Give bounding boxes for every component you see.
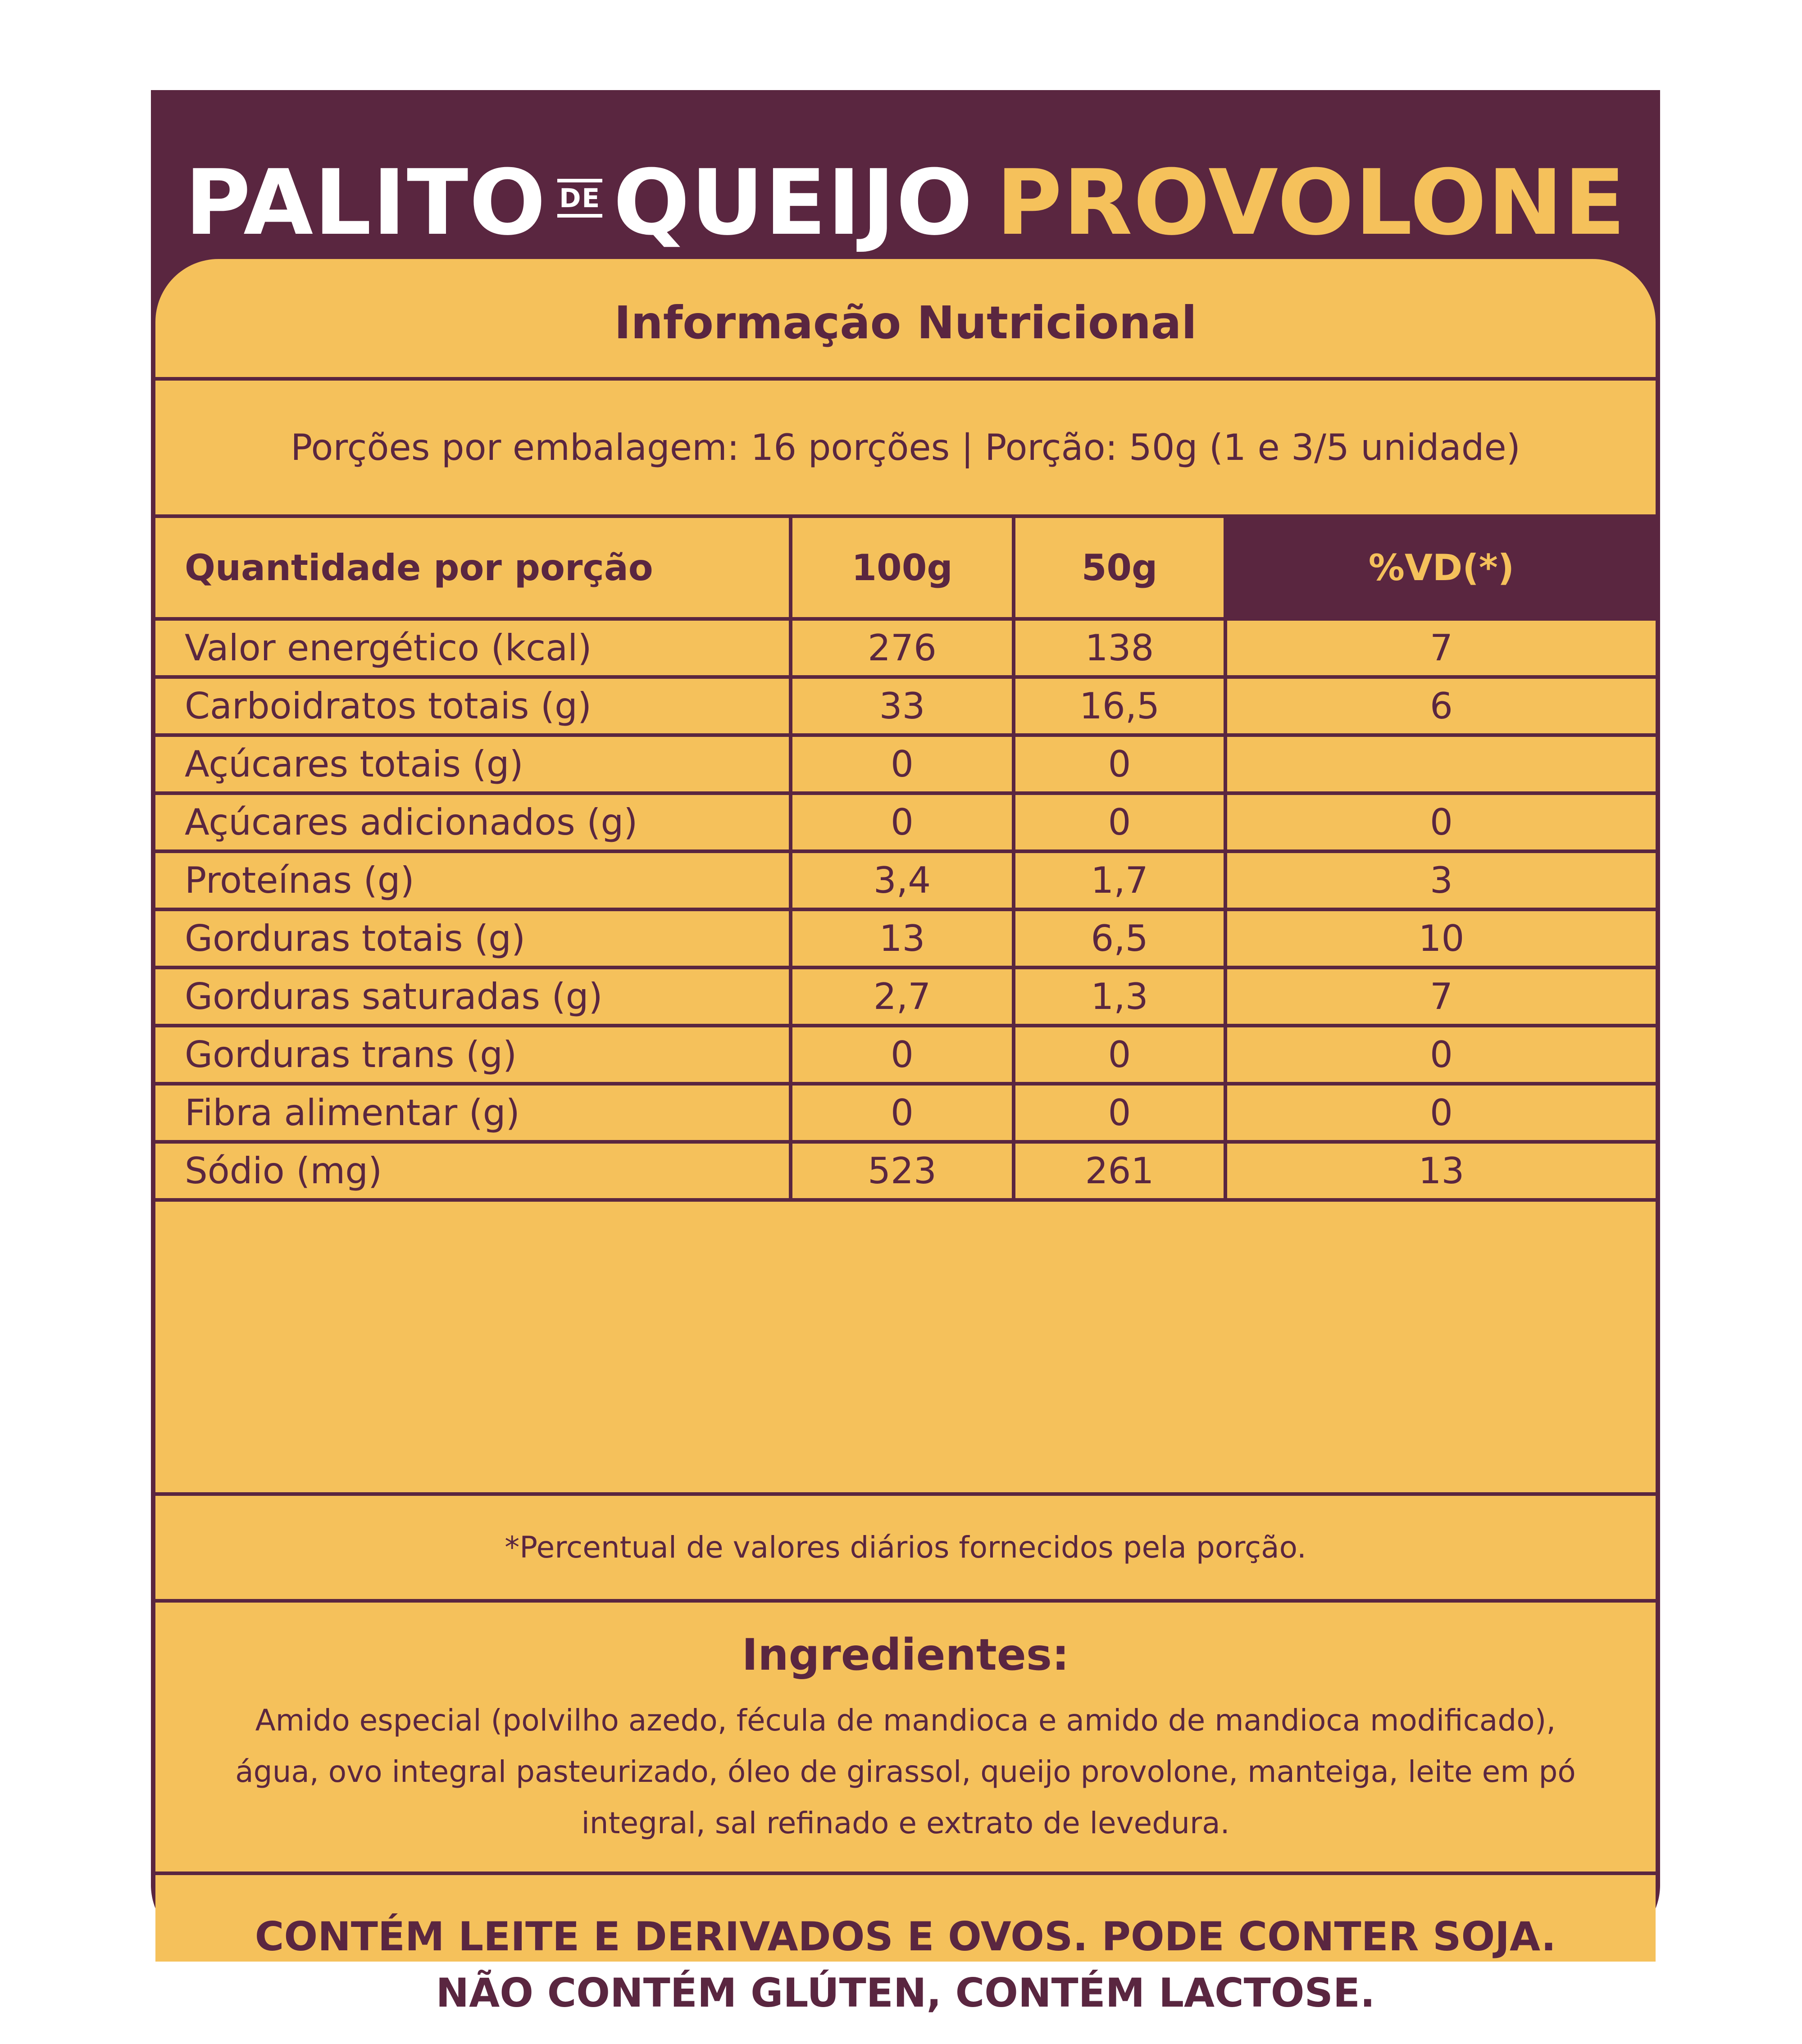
value-50g: 0 [1014,1026,1225,1084]
header-100g: 100g [791,518,1014,619]
product-title [151,149,1660,257]
portion-text: Porções por embalagem: 16 porções | Porção: 50g (1 e 3/5 unidade) [291,427,1520,468]
title-provolone: PROVOLONE [996,150,1626,255]
value-vd: 7 [1225,967,1656,1026]
allergen-section [155,1875,1656,2044]
value-100g: 33 [791,677,1014,735]
table-header-row [155,518,1656,619]
value-50g: 1,3 [1014,967,1225,1026]
value-100g: 0 [791,1084,1014,1142]
nutrition-table [155,518,1656,1202]
value-vd: 0 [1225,793,1656,851]
table-row [155,851,1656,909]
nutrition-panel [155,259,1656,2016]
nutrient-name: Carboidratos totais (g) [155,677,791,735]
table-row [155,677,1656,735]
panel-title-row [155,259,1656,381]
nutrient-name: Gorduras trans (g) [155,1026,791,1084]
nutrient-name: Valor energético (kcal) [155,619,791,677]
value-vd: 0 [1225,1026,1656,1084]
value-50g: 16,5 [1014,677,1225,735]
ingredients-text: Amido especial (polvilho azedo, fécula de mandioca e amido de mandioca modificado), água, ovo integral pasteurizado, óleo de girassol, queijo provolone, manteiga, leite em pó integral, sal refinado e extrato de levedura. [235,1703,1576,1840]
nutrient-name: Sódio (mg) [155,1142,791,1200]
table-row [155,735,1656,793]
value-100g: 523 [791,1142,1014,1200]
portion-row [155,381,1656,518]
value-50g: 261 [1014,1142,1225,1200]
value-50g: 6,5 [1014,909,1225,967]
value-vd [1225,735,1656,793]
value-100g: 3,4 [791,851,1014,909]
value-100g: 0 [791,793,1014,851]
nutrient-name: Gorduras totais (g) [155,909,791,967]
value-vd: 13 [1225,1142,1656,1200]
table-row [155,967,1656,1026]
value-100g: 2,7 [791,967,1014,1026]
allergen-line-1: CONTÉM LEITE E DERIVADOS E OVOS. PODE CONTER SOJA. [255,1913,1556,1960]
table-row [155,1026,1656,1084]
allergen-line-2: NÃO CONTÉM GLÚTEN, CONTÉM LACTOSE. [436,1970,1375,2016]
nutrient-name: Gorduras saturadas (g) [155,967,791,1026]
value-100g: 0 [791,1026,1014,1084]
value-50g: 0 [1014,735,1225,793]
value-50g: 138 [1014,619,1225,677]
value-100g: 0 [791,735,1014,793]
value-vd: 10 [1225,909,1656,967]
table-row [155,1142,1656,1200]
title-palito: PALITO [185,150,547,255]
value-vd: 0 [1225,1084,1656,1142]
title-queijo: QUEIJO [613,150,974,255]
value-vd: 7 [1225,619,1656,677]
ingredients-section [155,1603,1656,1875]
value-50g: 1,7 [1014,851,1225,909]
value-100g: 276 [791,619,1014,677]
value-vd: 6 [1225,677,1656,735]
table-row [155,619,1656,677]
nutrient-name: Fibra alimentar (g) [155,1084,791,1142]
value-50g: 0 [1014,1084,1225,1142]
table-row [155,793,1656,851]
nutrition-label-card [151,90,1660,2016]
value-100g: 13 [791,909,1014,967]
nutrient-name: Açúcares totais (g) [155,735,791,793]
ingredients-title: Ingredientes: [742,1630,1069,1680]
header-quantity: Quantidade por porção [155,518,791,619]
table-row [155,1084,1656,1142]
header-50g: 50g [1014,518,1225,619]
footnote-row [155,1492,1656,1603]
title-de: DE [557,179,602,218]
header-vd: %VD(*) [1225,518,1656,619]
nutrient-name: Proteínas (g) [155,851,791,909]
nutrient-name: Açúcares adicionados (g) [155,793,791,851]
value-50g: 0 [1014,793,1225,851]
footnote: *Percentual de valores diários fornecidos pela porção. [505,1530,1306,1565]
value-vd: 3 [1225,851,1656,909]
table-row [155,909,1656,967]
panel-title: Informação Nutricional [614,296,1197,349]
